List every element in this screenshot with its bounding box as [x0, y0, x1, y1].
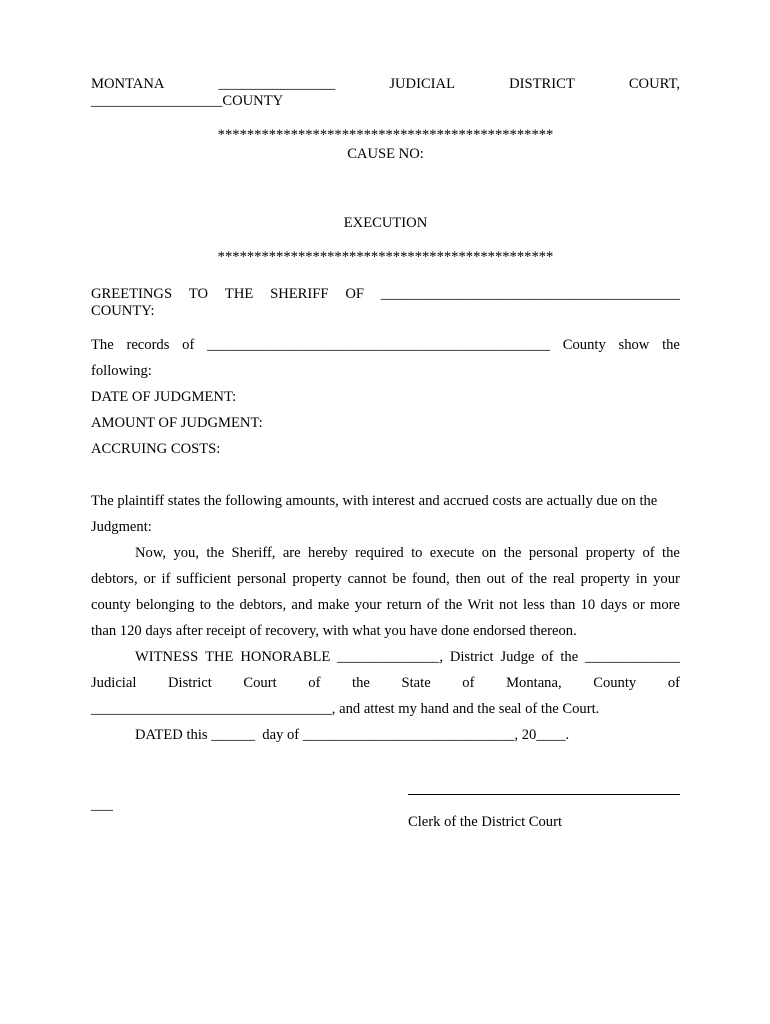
order-word: debtors,	[239, 597, 287, 613]
order-word: less	[522, 597, 545, 613]
records-word: the	[662, 337, 680, 353]
amount-of-judgment-label: AMOUNT OF JUDGMENT:	[91, 415, 263, 431]
records-word: County	[562, 337, 606, 353]
witness-word: the	[560, 649, 579, 665]
greeting-word: SHERIFF	[270, 286, 329, 302]
records-word: The	[91, 337, 114, 353]
order-word: found,	[412, 571, 450, 587]
order-word: of	[642, 545, 655, 561]
order-word: the	[216, 597, 235, 613]
stars-divider-bottom: **********************************************	[217, 249, 554, 265]
witness-word: Judge	[500, 649, 535, 665]
records-line	[91, 337, 680, 354]
order-word: the	[662, 545, 680, 561]
records-word: of	[182, 337, 195, 353]
order-word: property	[585, 545, 636, 561]
order-word: personal	[237, 571, 287, 587]
witness-word: of	[541, 649, 554, 665]
witness-word: of	[308, 675, 321, 691]
order-word: on	[481, 545, 497, 561]
order-word: cannot	[347, 571, 387, 587]
stars-divider-top: **********************************************	[217, 127, 554, 143]
order-word: Now,	[135, 545, 167, 561]
order-word: you,	[173, 545, 199, 561]
date-of-judgment-label: DATE OF JUDGMENT:	[91, 389, 237, 405]
witness-word: District	[168, 675, 212, 691]
heading-word: COURT,	[628, 76, 680, 92]
witness-word: District	[449, 649, 494, 665]
greeting-word: TO	[188, 286, 209, 302]
witness-word: Montana,	[506, 675, 562, 691]
order-word: more	[650, 597, 680, 613]
greeting-word: OF	[345, 286, 364, 302]
witness-line	[91, 675, 680, 692]
records-blank: _______________________________________________	[207, 337, 551, 353]
plaintiff-statement: The plaintiff states the following amounts, with interest and accrued costs are actually due on the	[91, 493, 658, 509]
dated-line: DATED this ______ day of _____________________________, 20____.	[135, 727, 570, 743]
witness-attest-line: _________________________________, and attest my hand and the seal of the Court.	[91, 701, 600, 717]
cause-number-label: CAUSE NO:	[347, 146, 424, 162]
order-word: sufficient	[176, 571, 232, 587]
clerk-label: Clerk of the District Court	[408, 814, 563, 830]
order-word: execute	[429, 545, 475, 561]
order-word: Writ	[467, 597, 494, 613]
order-word: of	[426, 597, 440, 613]
witness-word: County	[593, 675, 637, 691]
order-word: or	[143, 571, 156, 587]
order-word: the	[503, 545, 522, 561]
greeting-county: COUNTY:	[91, 303, 155, 319]
order-word: not	[499, 597, 518, 613]
court-heading-line	[91, 76, 680, 93]
order-word: are	[282, 545, 301, 561]
accruing-costs-label: ACCRUING COSTS:	[91, 441, 221, 457]
order-word: hereby	[308, 545, 348, 561]
order-word: your	[653, 571, 680, 587]
order-word: of	[511, 571, 524, 587]
greeting-word: GREETINGS	[91, 286, 173, 302]
order-word: Sheriff,	[231, 545, 276, 561]
order-word: belonging	[136, 597, 195, 613]
heading-word: DISTRICT	[509, 76, 575, 92]
left-mark: ___	[91, 797, 113, 813]
order-word: out	[486, 571, 506, 587]
order-word: property	[292, 571, 342, 587]
witness-line	[91, 649, 680, 666]
order-word: days	[600, 597, 628, 613]
order-paragraph-line	[91, 571, 680, 588]
witness-word: of	[462, 675, 475, 691]
records-word: show	[618, 337, 650, 353]
order-word: than	[550, 597, 576, 613]
order-word: the	[529, 571, 547, 587]
witness-word: HONORABLE	[240, 649, 331, 665]
district-number-blank: _____________	[585, 649, 680, 665]
document-title: EXECUTION	[343, 215, 428, 231]
order-word: if	[161, 571, 171, 587]
order-word: to	[199, 597, 212, 613]
order-word: the	[206, 545, 225, 561]
heading-blank: ________________	[218, 76, 336, 92]
greeting-line	[91, 286, 680, 303]
clerk-signature-line	[408, 794, 680, 795]
order-paragraph-last-line: than 120 days after receipt of recovery, with what you have done endorsed thereon.	[91, 623, 577, 639]
order-word: real	[552, 571, 575, 587]
records-following: following:	[91, 363, 152, 379]
order-word: your	[354, 597, 382, 613]
witness-word: Court	[243, 675, 277, 691]
order-word: 10	[580, 597, 596, 613]
heading-word: JUDICIAL	[389, 76, 455, 92]
witness-word: WITNESS	[135, 649, 199, 665]
order-word: debtors,	[91, 571, 138, 587]
judge-name-blank: ______________,	[337, 649, 443, 665]
witness-word: Judicial	[91, 675, 137, 691]
heading-word: MONTANA	[91, 76, 165, 92]
order-word: personal	[528, 545, 579, 561]
county-heading-line: __________________COUNTY	[91, 93, 284, 109]
witness-word: State	[401, 675, 431, 691]
order-word: the	[444, 597, 463, 613]
order-word: then	[455, 571, 481, 587]
order-paragraph-line	[91, 545, 680, 562]
order-word: and	[291, 597, 313, 613]
witness-word: THE	[205, 649, 234, 665]
order-paragraph-line	[91, 597, 680, 614]
order-word: property	[580, 571, 631, 587]
witness-word: the	[352, 675, 370, 691]
order-word: or	[632, 597, 645, 613]
order-word: make	[317, 597, 350, 613]
witness-word: of	[667, 675, 680, 691]
order-word: return	[386, 597, 422, 613]
order-word: to	[411, 545, 423, 561]
greeting-word: THE	[224, 286, 254, 302]
order-word: in	[635, 571, 648, 587]
plaintiff-statement-cont: Judgment:	[91, 519, 152, 535]
order-word: required	[355, 545, 404, 561]
order-word: county	[91, 597, 131, 613]
order-word: be	[392, 571, 407, 587]
records-word: records	[126, 337, 170, 353]
greeting-blank: _________________________________________	[380, 286, 680, 302]
